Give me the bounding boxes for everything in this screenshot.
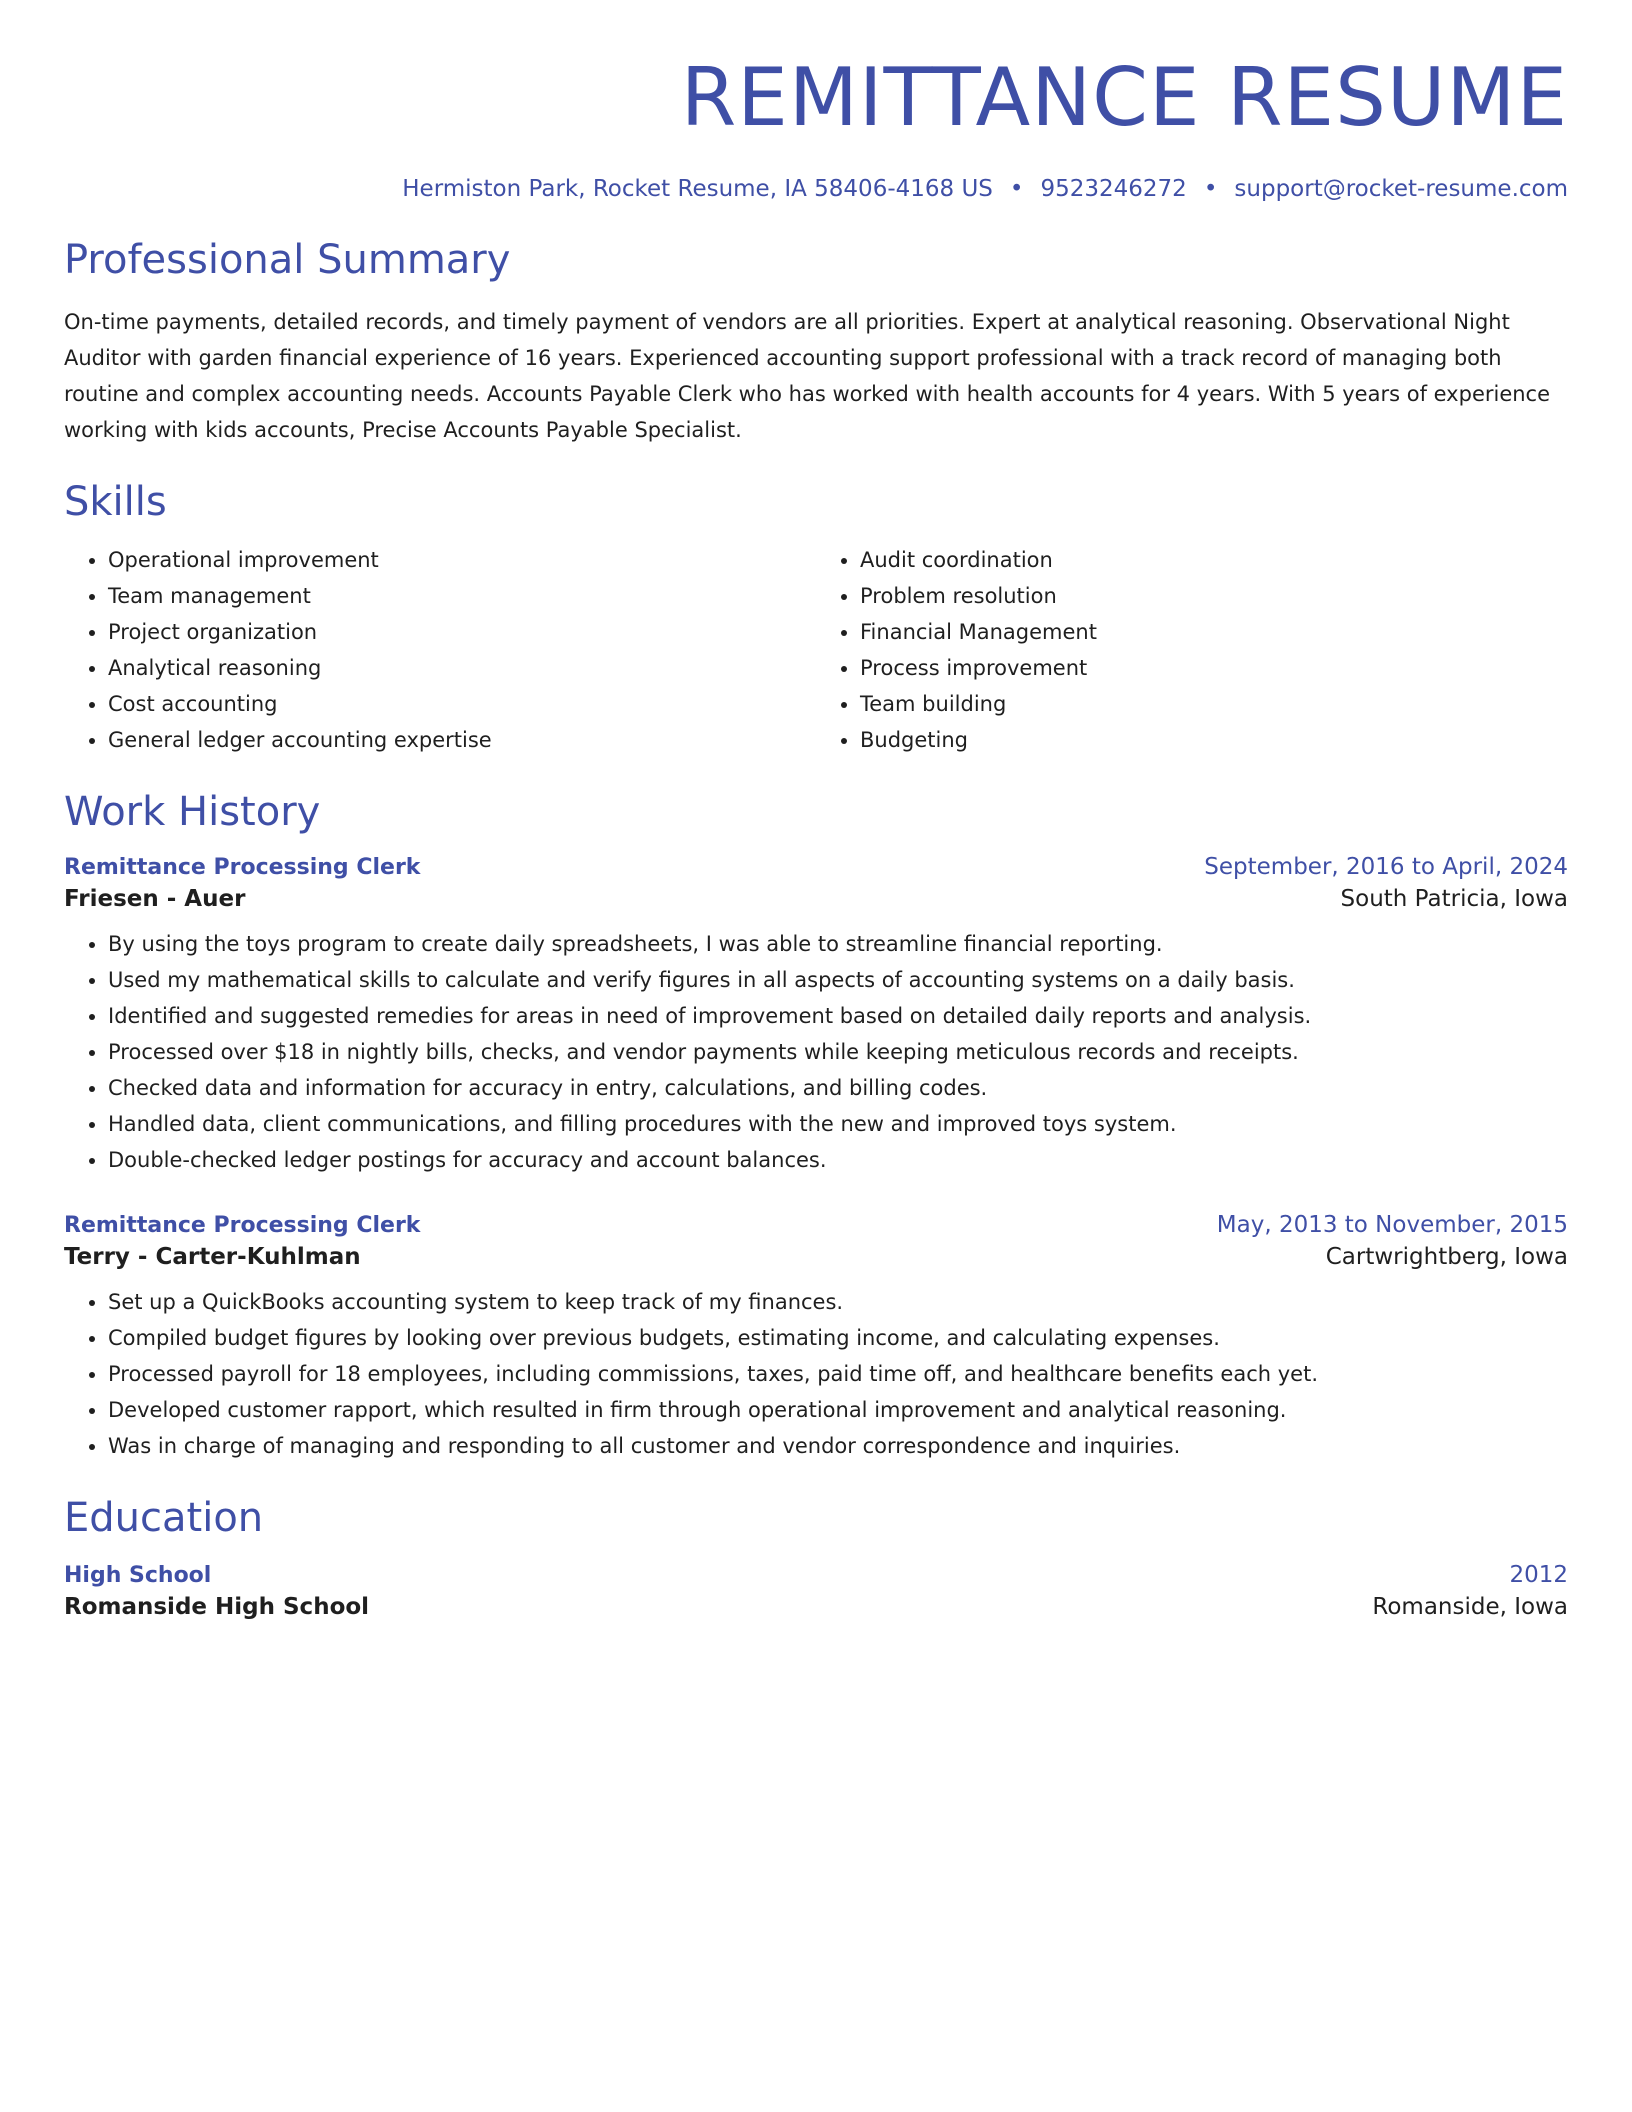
contact-line (64, 176, 1568, 202)
skill-item: • Process improvement (860, 650, 1568, 686)
job-location: Cartwrightberg, Iowa (1325, 1244, 1568, 1270)
job-bullet: • Developed customer rapport, which resulted in firm through operational improvement and analytical reasoning. (108, 1392, 1568, 1428)
education-location: Romanside, Iowa (1372, 1594, 1568, 1620)
job-bullet: • Processed over $18 in nightly bills, checks, and vendor payments while keeping meticulous records and receipts. (108, 1034, 1568, 1070)
job-bullet: • Double-checked ledger postings for accuracy and account balances. (108, 1142, 1568, 1178)
skills-section (64, 478, 1568, 758)
job-bullet: • Used my mathematical skills to calculate and verify figures in all aspects of accounting systems on a daily basis. (108, 962, 1568, 998)
job-title: Remittance Processing Clerk (64, 855, 421, 880)
job-location: South Patricia, Iowa (1340, 886, 1568, 912)
education-school: Romanside High School (64, 1594, 370, 1620)
job-bullets (64, 926, 1568, 1178)
skill-item: • Team management (108, 578, 816, 614)
job-bullet: • Set up a QuickBooks accounting system to keep track of my finances. (108, 1284, 1568, 1320)
skill-item: • Project organization (108, 614, 816, 650)
work-history-section (64, 788, 1568, 1464)
job-company: Terry - Carter-Kuhlman (64, 1244, 361, 1270)
skill-item: • Audit coordination (860, 542, 1568, 578)
skill-item: • Budgeting (860, 722, 1568, 758)
job-bullet: • Was in charge of managing and responding to all customer and vendor correspondence and inquiries. (108, 1428, 1568, 1464)
skill-item: • Team building (860, 686, 1568, 722)
education-year: 2012 (1509, 1562, 1568, 1588)
job-bullet: • Handled data, client communications, and filling procedures with the new and improved toys system. (108, 1106, 1568, 1142)
skills-heading: Skills (64, 479, 167, 525)
contact-email[interactable]: support@rocket-resume.com (1234, 176, 1568, 202)
job-bullet: • Checked data and information for accuracy in entry, calculations, and billing codes. (108, 1070, 1568, 1106)
education-heading: Education (64, 1495, 264, 1541)
skills-column-right (816, 542, 1568, 758)
work-history-heading: Work History (64, 789, 321, 835)
education-entry (64, 1562, 1568, 1620)
job-bullet: • Processed payroll for 18 employees, including commissions, taxes, paid time off, and healthcare benefits each yet. (108, 1356, 1568, 1392)
skill-item: • Cost accounting (108, 686, 816, 722)
job-entry (64, 854, 1568, 1178)
bullet-separator: • (1009, 176, 1024, 202)
job-entry (64, 1212, 1568, 1464)
contact-phone: 9523246272 (1040, 176, 1187, 202)
job-company: Friesen - Auer (64, 886, 246, 912)
job-bullet: • Compiled budget figures by looking over previous budgets, estimating income, and calculating expenses. (108, 1320, 1568, 1356)
resume-name: REMITTANCE RESUME (680, 51, 1568, 144)
job-title: Remittance Processing Clerk (64, 1213, 421, 1238)
education-degree: High School (64, 1563, 212, 1588)
job-bullet: • Identified and suggested remedies for areas in need of improvement based on detailed daily reports and analysis. (108, 998, 1568, 1034)
skill-item: • Problem resolution (860, 578, 1568, 614)
summary-section (64, 236, 1568, 448)
job-dates: May, 2013 to November, 2015 (1216, 1212, 1568, 1238)
skills-column-left (64, 542, 816, 758)
summary-heading: Professional Summary (64, 237, 511, 283)
summary-text: On-time payments, detailed records, and timely payment of vendors are all priorities. Expert at analytical reasoning. Observational Night Auditor with garden financial experience of 16 years. Experienced accounting support professional with a track record of managing both routine and complex accounting needs. Accounts Payable Clerk who has worked with health accounts for 4 years. With 5 years of experience working with kids accounts, Precise Accounts Payable Specialist. (64, 310, 1551, 442)
job-bullets (64, 1284, 1568, 1464)
contact-address: Hermiston Park, Rocket Resume, IA 58406-4168 US (402, 176, 993, 202)
skill-item: • Operational improvement (108, 542, 816, 578)
bullet-separator: • (1203, 176, 1218, 202)
skill-item: • Analytical reasoning (108, 650, 816, 686)
skill-item: • General ledger accounting expertise (108, 722, 816, 758)
skills-list (64, 542, 1568, 758)
skill-item: • Financial Management (860, 614, 1568, 650)
job-bullet: • By using the toys program to create daily spreadsheets, I was able to streamline financial reporting. (108, 926, 1568, 962)
job-dates: September, 2016 to April, 2024 (1204, 854, 1568, 880)
education-section (64, 1494, 1568, 1620)
